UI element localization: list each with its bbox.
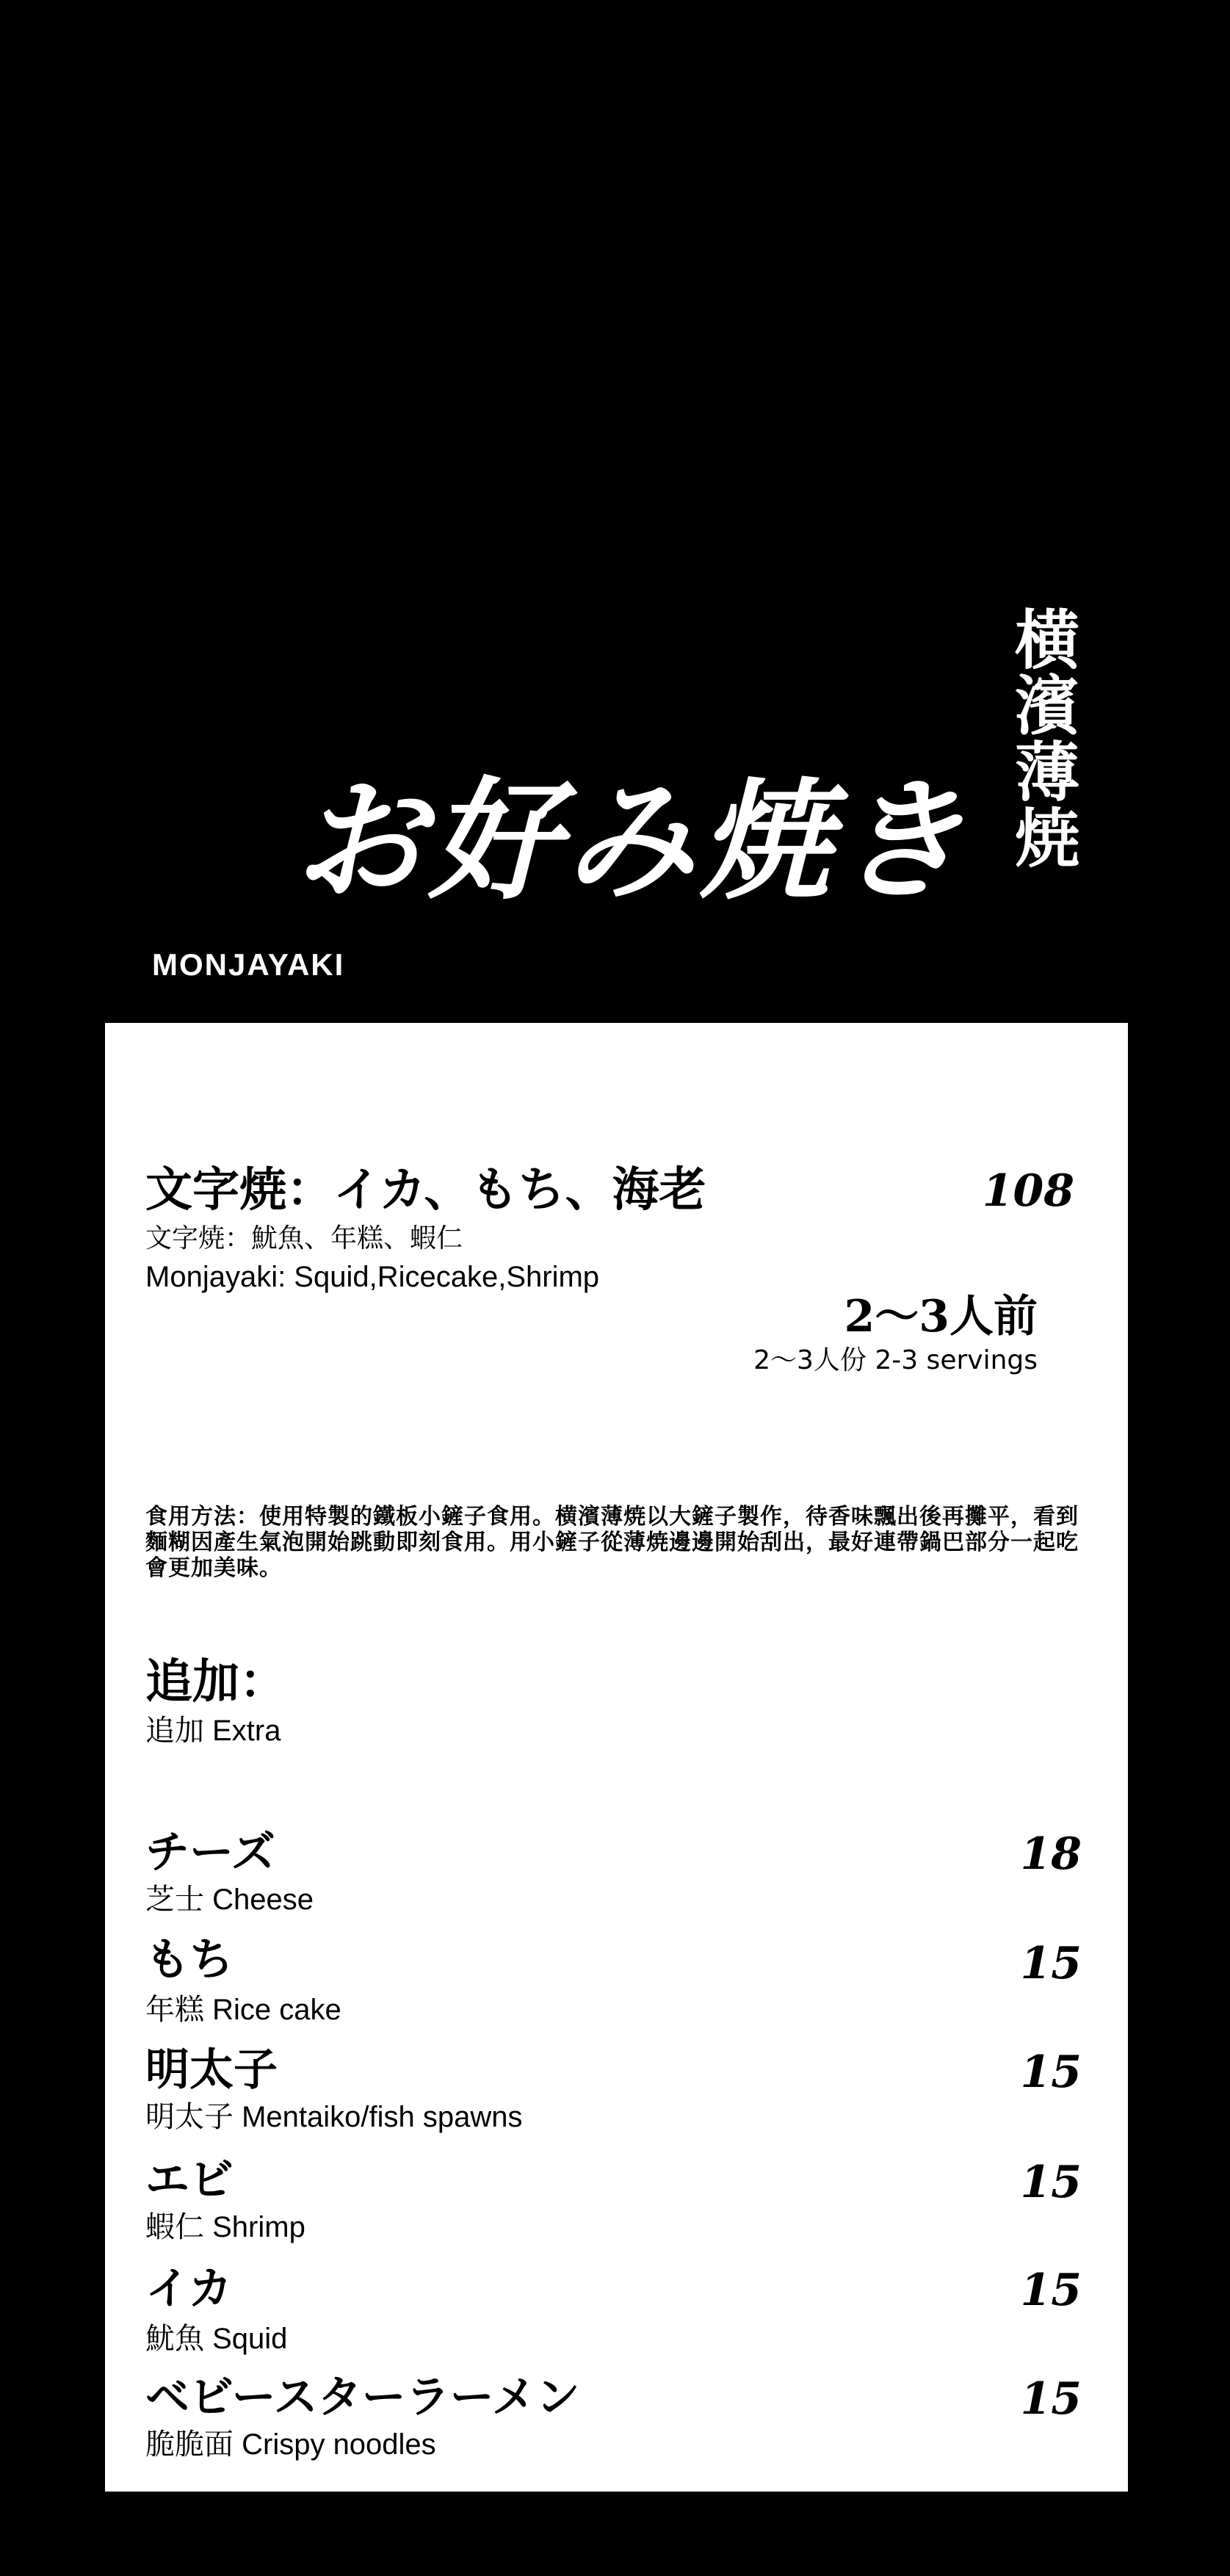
menu-card (105, 1023, 1128, 2492)
main-item-name-zh: 文字焼：魷魚、年糕、蝦仁 (145, 1223, 463, 1253)
main-item-price: 108 (982, 1165, 1074, 1217)
item-name-jp: ベビースターラーメン (145, 2372, 580, 2423)
servings-subtitle: 2〜3人份 2-3 servings (753, 1345, 1038, 1375)
item-subtitle: 芝士 Cheese (145, 1884, 314, 1916)
page-title-en: MONJAYAKI (152, 947, 345, 982)
item-subtitle: 脆脆面 Crispy noodles (145, 2428, 436, 2461)
eating-method: 食用方法：使用特製的鐵板小鏟子食用。横濱薄焼以大鏟子製作，待香味飄出後再攤平，看到麵糊因產生氣泡開始跳動即刻食用。用小鏟子從薄焼邊邊開始刮出，最好連帶鍋巴部分一起吃會更加美味。 (145, 1504, 1079, 1581)
item-name-jp: 明太子 (145, 2044, 278, 2096)
main-item-name-en: Monjayaki: Squid,Ricecake,Shrimp (145, 1261, 600, 1293)
item-price: 15 (1020, 2265, 1082, 2316)
item-name-jp: イカ (145, 2263, 233, 2315)
item-name-jp: チーズ (145, 1827, 275, 1878)
item-price: 15 (1020, 2047, 1082, 2098)
vertical-title: 横濱薄焼 (1005, 606, 1081, 870)
item-price: 15 (1020, 2373, 1082, 2425)
item-price: 18 (1020, 1828, 1082, 1880)
item-name-jp: エビ (145, 2154, 234, 2206)
item-subtitle: 魷魚 Squid (145, 2323, 288, 2355)
item-subtitle: 蝦仁 Shrimp (145, 2211, 305, 2243)
main-item-name-jp: 文字焼：イカ、もち、海老 (145, 1162, 706, 1218)
item-price: 15 (1020, 2157, 1082, 2208)
item-subtitle: 明太子 Mentaiko/fish spawns (145, 2101, 523, 2133)
extra-subtitle: 追加 Extra (145, 1715, 281, 1747)
extra-title: 追加： (145, 1654, 286, 1710)
item-name-jp: もち (145, 1934, 234, 1986)
item-price: 15 (1020, 1938, 1082, 1989)
page-title: お好み焼き (294, 764, 969, 917)
servings-title: 2〜3人前 (844, 1291, 1038, 1342)
item-subtitle: 年糕 Rice cake (145, 1994, 341, 2026)
